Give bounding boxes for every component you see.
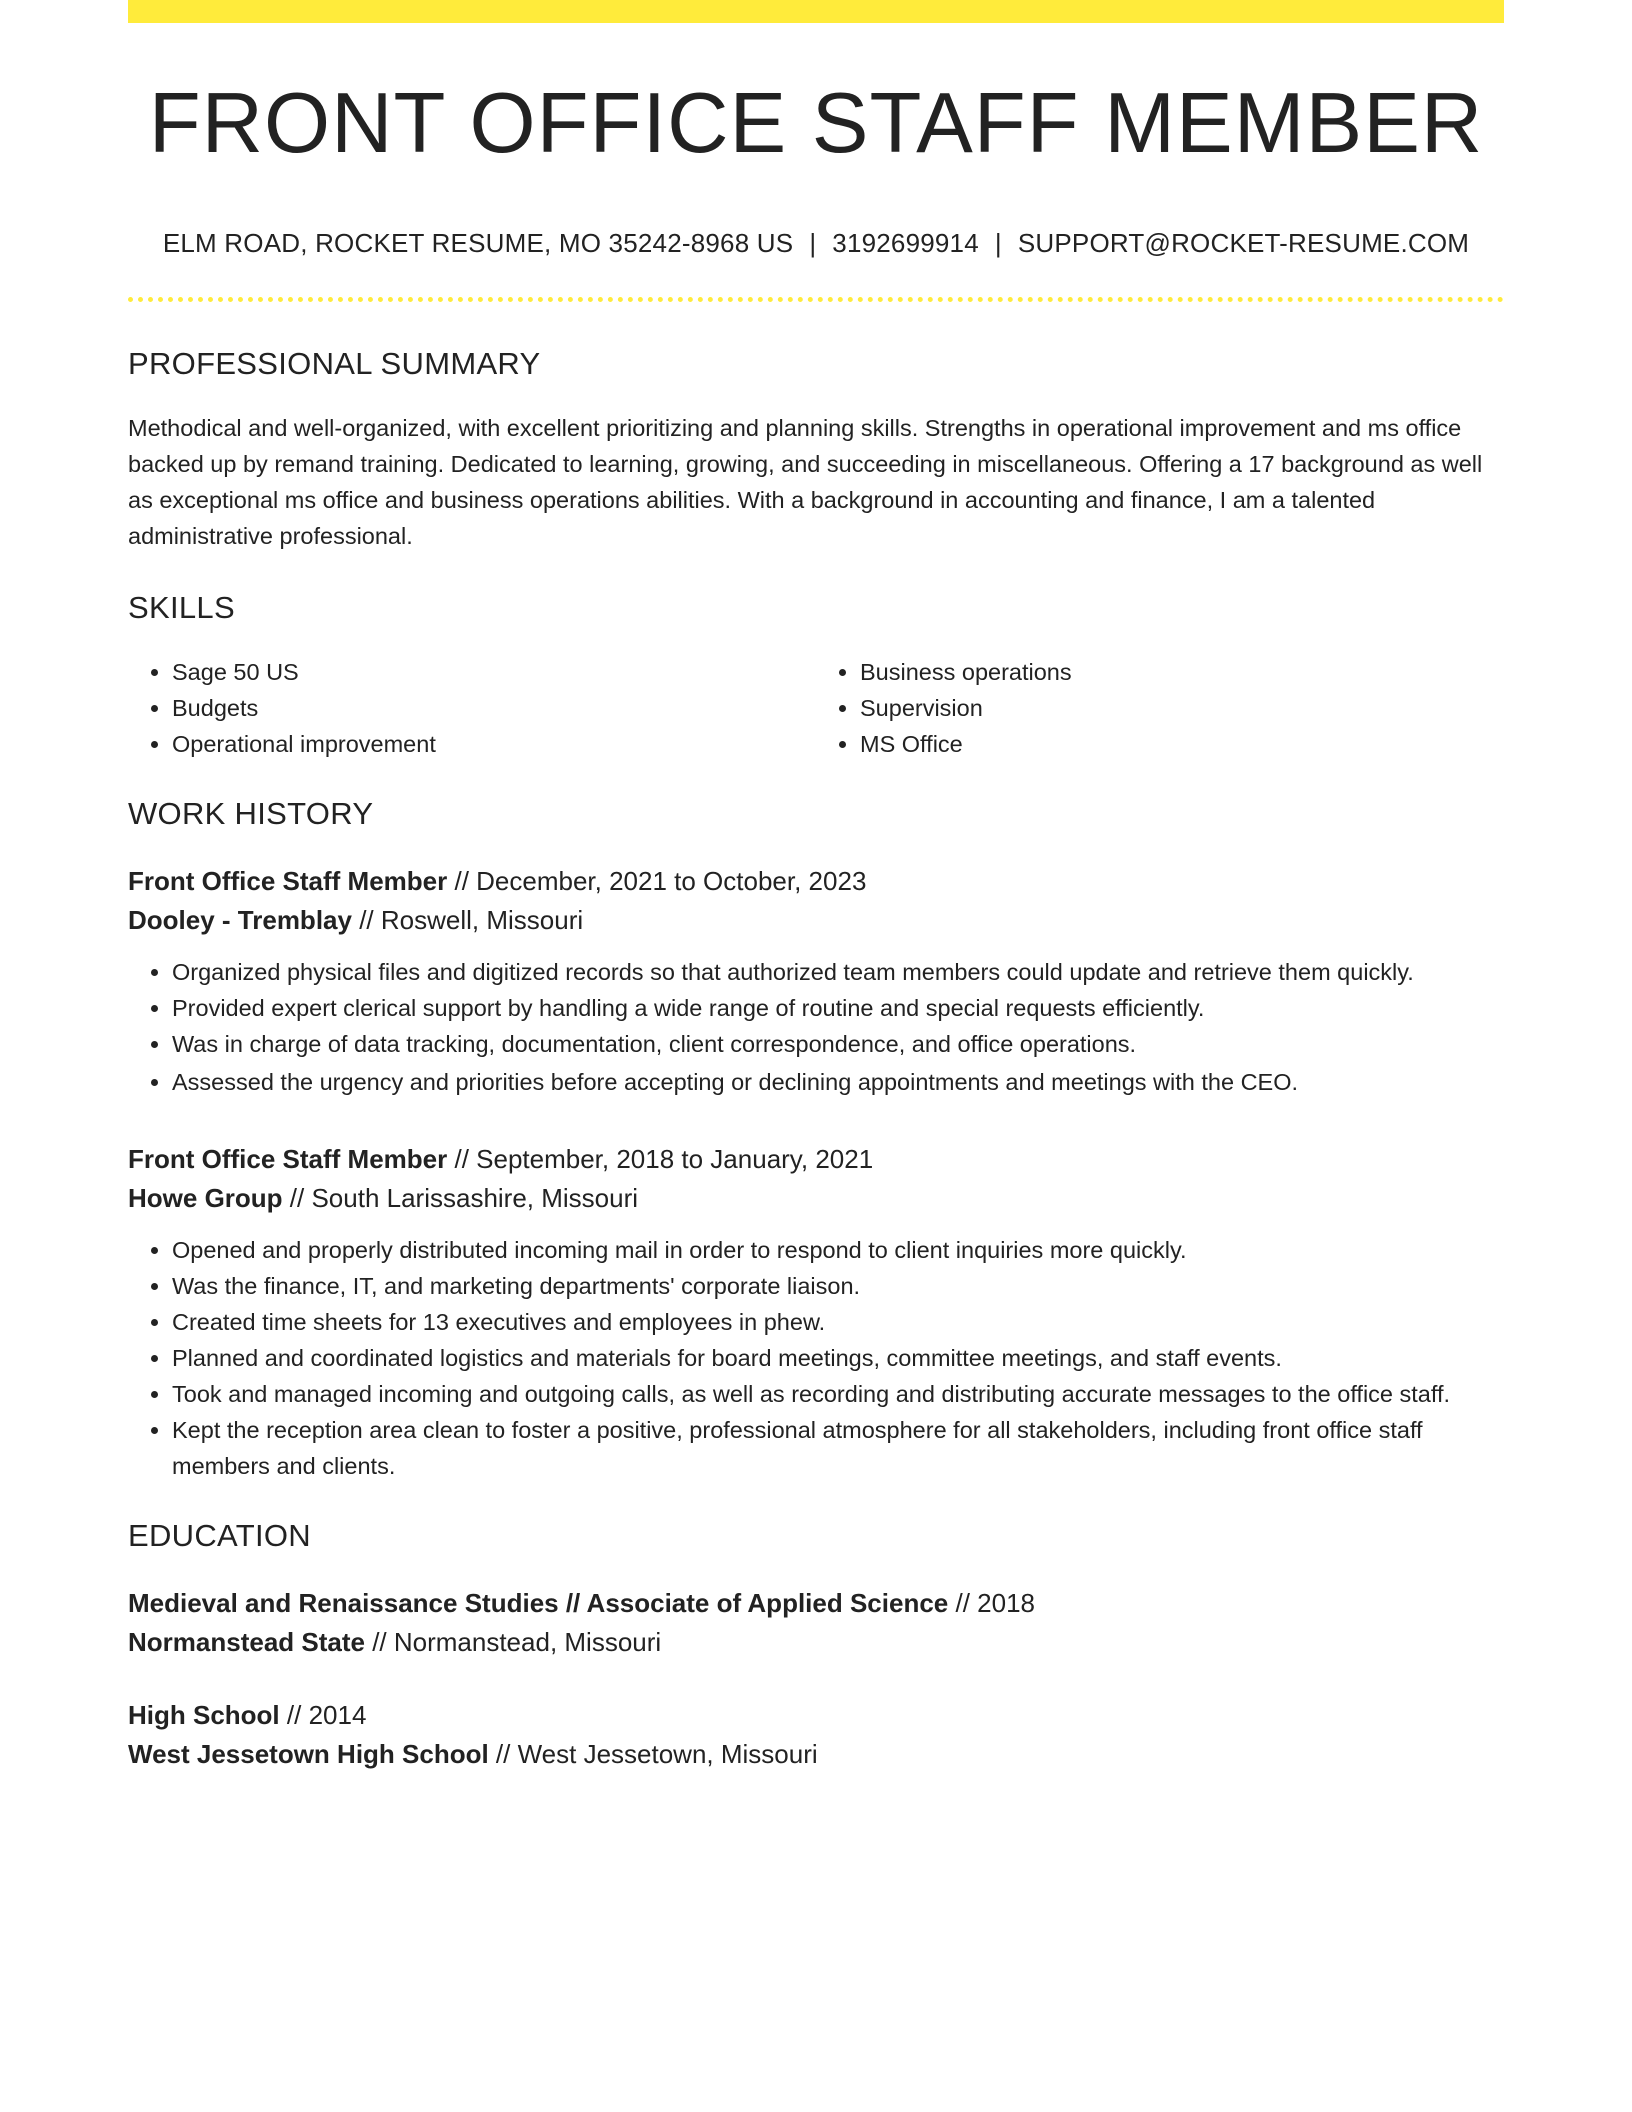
contact-separator: | bbox=[809, 228, 817, 259]
education-school: West Jessetown High School bbox=[128, 1739, 489, 1770]
education-heading: EDUCATION bbox=[128, 1518, 311, 1554]
job-bullet: • Was in charge of data tracking, documentation, client correspondence, and office operations. bbox=[172, 1026, 1504, 1062]
education-location: // Normanstead, Missouri bbox=[364, 1627, 662, 1658]
job-title-line bbox=[128, 1140, 1504, 1179]
summary-text: Methodical and well-organized, with excellent prioritizing and planning skills. Strengths in operational improvement and ms office backed up by remand training. Dedicated to learning, growing, and succeeding in miscellaneous. Offering a 17 background as well as exceptional ms office and business operations abilities. With a background in accounting and finance, I am a talented administrative professional. bbox=[128, 415, 1483, 550]
job-role: Front Office Staff Member bbox=[128, 866, 448, 897]
dotted-divider bbox=[128, 297, 1504, 302]
job-bullet: • Provided expert clerical support by handling a wide range of routine and special requests efficiently. bbox=[172, 990, 1504, 1026]
education-year: // 2018 bbox=[948, 1588, 1035, 1619]
contact-separator: | bbox=[994, 228, 1002, 259]
resume-page bbox=[128, 0, 1504, 1774]
education-school-line bbox=[128, 1623, 1504, 1662]
job-bullet: • Took and managed incoming and outgoing calls, as well as recording and distributing accurate messages to the office staff. bbox=[172, 1376, 1504, 1412]
education-school: Normanstead State bbox=[128, 1627, 365, 1658]
education-degree: High School bbox=[128, 1700, 280, 1731]
contact-address: ELM ROAD, ROCKET RESUME, MO 35242-8968 US bbox=[162, 228, 794, 259]
job-bullet: • Created time sheets for 13 executives and employees in phew. bbox=[172, 1304, 1504, 1340]
job-dates: // September, 2018 to January, 2021 bbox=[447, 1144, 874, 1175]
job-bullet: • Organized physical files and digitized records so that authorized team members could update and retrieve them quickly. bbox=[172, 954, 1504, 990]
education-year: // 2014 bbox=[279, 1700, 367, 1731]
skill-item: • Supervision bbox=[860, 690, 1504, 726]
job-company-line bbox=[128, 901, 1504, 940]
summary-heading: PROFESSIONAL SUMMARY bbox=[128, 346, 541, 382]
skills-column-right bbox=[816, 654, 1504, 762]
skills-column-left bbox=[128, 654, 816, 762]
job-company: Dooley - Tremblay bbox=[128, 905, 352, 936]
resume-name: FRONT OFFICE STAFF MEMBER bbox=[148, 76, 1484, 171]
education-school-line bbox=[128, 1735, 1504, 1774]
job-dates: // December, 2021 to October, 2023 bbox=[447, 866, 867, 897]
job-company-line bbox=[128, 1179, 1504, 1218]
job-bullets bbox=[128, 954, 1504, 1100]
job-location: // South Larissashire, Missouri bbox=[282, 1183, 639, 1214]
top-accent-bar bbox=[128, 0, 1504, 23]
education-degree-line bbox=[128, 1696, 1504, 1735]
skill-item: • MS Office bbox=[860, 726, 1504, 762]
job-bullet: • Opened and properly distributed incoming mail in order to respond to client inquiries more quickly. bbox=[172, 1232, 1504, 1268]
job-bullets bbox=[128, 1232, 1504, 1484]
skills-heading: SKILLS bbox=[128, 590, 235, 626]
contact-phone: 3192699914 bbox=[832, 228, 979, 259]
job-bullet: • Planned and coordinated logistics and materials for board meetings, committee meetings, and staff events. bbox=[172, 1340, 1504, 1376]
job-title-line bbox=[128, 862, 1504, 901]
education-degree-line bbox=[128, 1584, 1504, 1623]
job-bullet: • Kept the reception area clean to foster a positive, professional atmosphere for all stakeholders, including front office staff members and clients. bbox=[172, 1412, 1504, 1484]
job-location: // Roswell, Missouri bbox=[351, 905, 584, 936]
skill-item: • Sage 50 US bbox=[172, 654, 816, 690]
work-history-heading: WORK HISTORY bbox=[128, 796, 374, 832]
skills-list bbox=[128, 654, 1504, 762]
education-location: // West Jessetown, Missouri bbox=[488, 1739, 818, 1770]
skill-item: • Business operations bbox=[860, 654, 1504, 690]
job-company: Howe Group bbox=[128, 1183, 283, 1214]
job-bullet: • Was the finance, IT, and marketing departments' corporate liaison. bbox=[172, 1268, 1504, 1304]
job-role: Front Office Staff Member bbox=[128, 1144, 448, 1175]
education-degree: Medieval and Renaissance Studies // Associate of Applied Science bbox=[128, 1588, 949, 1619]
skill-item: • Operational improvement bbox=[172, 726, 816, 762]
contact-email: SUPPORT@ROCKET-RESUME.COM bbox=[1017, 228, 1470, 259]
contact-line bbox=[128, 228, 1504, 259]
skill-item: • Budgets bbox=[172, 690, 816, 726]
job-bullet: • Assessed the urgency and priorities before accepting or declining appointments and meetings with the CEO. bbox=[172, 1064, 1504, 1100]
